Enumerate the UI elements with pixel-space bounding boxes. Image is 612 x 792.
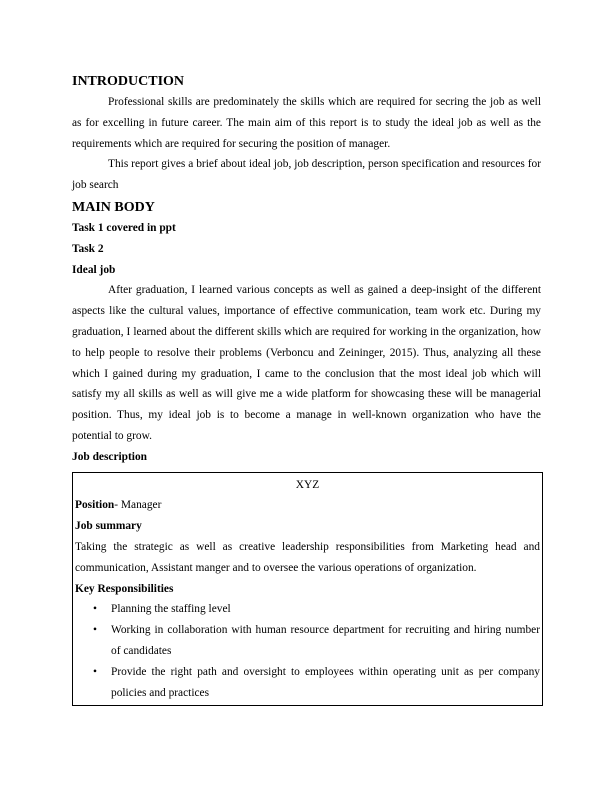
main-body-heading: MAIN BODY — [72, 199, 155, 215]
responsibilities-list — [75, 599, 540, 703]
task2-label: Task 2 — [72, 242, 104, 255]
job-description-box — [72, 472, 543, 707]
introduction-paragraph-1: Professional skills are predominately the skills which are required for secring the job as well as for excelling in future career. The main aim of this report is to study the ideal job as well as the requirements which are required for securing the position of manager. — [72, 96, 541, 150]
introduction-paragraph-2: This report gives a brief about ideal job, job description, person specification and resources for job search — [72, 158, 541, 192]
task1-label: Task 1 covered in ppt — [72, 221, 176, 234]
job-description-heading: Job description — [72, 450, 147, 463]
document-page — [72, 70, 541, 706]
position-line — [75, 495, 540, 516]
introduction-heading: INTRODUCTION — [72, 74, 185, 89]
bullet-icon: • — [93, 603, 97, 616]
company-name: XYZ — [295, 478, 320, 491]
list-item: • Planning the staffing level — [111, 599, 540, 620]
list-item: • Provide the right path and oversight to employees within operating unit as per company policies and practices — [111, 662, 540, 704]
job-summary-heading: Job summary — [75, 520, 142, 533]
key-responsibilities-heading: Key Responsibilities — [75, 582, 174, 595]
bullet-icon: • — [93, 665, 97, 678]
position-value: - Manager — [114, 499, 162, 512]
list-item: • Working in collaboration with human resource department for recruiting and hiring number of candidates — [111, 620, 540, 662]
bullet-icon: • — [93, 624, 97, 637]
ideal-job-paragraph: After graduation, I learned various concepts as well as gained a deep-insight of the different aspects like the cultural values, importance of effective communication, team work etc. During my graduation, I learned about the different skills which are required for working in the organization, how to help people to resolve their problems (Verboncu and Zeininger, 2015). Thus, analyzing all these which I gained during my graduation, I came to the conclusion that the most ideal job which will satisfy my all skills as well as will give me a wide platform for showcasing these will be managerial position. Thus, my ideal job is to become a manage in well-known organization who have the potential to grow. — [72, 284, 541, 442]
ideal-job-heading: Ideal job — [72, 263, 116, 276]
job-summary-text: Taking the strategic as well as creative leadership responsibilities from Marketing head and communication, Assistant manger and to oversee the various operations of organization. — [75, 540, 540, 574]
position-label: Position — [75, 499, 115, 512]
